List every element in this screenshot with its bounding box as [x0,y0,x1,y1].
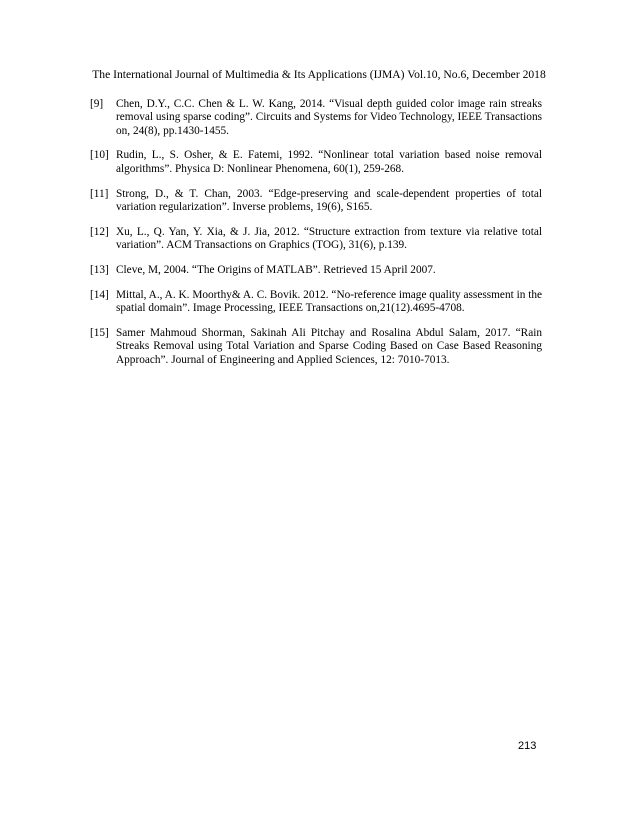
reference-number: [11] [90,187,109,200]
reference-item [90,149,542,176]
reference-text: Chen, D.Y., C.C. Chen & L. W. Kang, 2014. “Visual depth guided color image rain streaks removal using sparse coding”. Circuits and Systems for Video Technology, IEEE Transactions on, 24(8), pp.1430-1455. [116,98,542,137]
reference-item [90,226,542,253]
reference-item [90,327,542,367]
reference-text: Rudin, L., S. Osher, & E. Fatemi, 1992. “Nonlinear total variation based noise removal algorithms”. Physica D: Nonlinear Phenomena, 60(1), 259-268. [116,149,542,175]
running-header: The International Journal of Multimedia & Its Applications (IJMA) Vol.10, No.6, December 2018 [92,68,546,81]
reference-number: [13] [90,264,109,277]
reference-text: Xu, L., Q. Yan, Y. Xia, & J. Jia, 2012. “Structure extraction from texture via relative total variation”. ACM Transactions on Graphics (TOG), 31(6), p.139. [116,225,542,252]
reference-number: [9] [90,98,104,110]
reference-item [90,289,542,316]
reference-text: Strong, D., & T. Chan, 2003. “Edge-preserving and scale-dependent properties of total variation regularization”. Inverse problems, 19(6), S165. [116,187,542,213]
reference-item [90,98,542,138]
reference-text: Samer Mahmoud Shorman, Sakinah Ali Pitchay and Rosalina Abdul Salam, 2017. “Rain Streaks Removal using Total Variation and Sparse Coding Based on Case Based Reasoning Approach”. Journal of Engineering and Applied Sciences, 12: 7010-7013. [116,327,542,366]
reference-item [90,264,542,277]
reference-text: Mittal, A., A. K. Moorthy& A. C. Bovik. 2012. “No-reference image quality assessment in the spatial domain”. Image Processing, IEEE Transactions on,21(12).4695-4708. [116,288,542,315]
reference-number: [14] [90,288,109,301]
reference-text: Cleve, M, 2004. “The Origins of MATLAB”. Retrieved 15 April 2007. [116,264,436,277]
reference-item [90,188,542,215]
reference-list [90,98,542,379]
reference-number: [10] [90,149,109,162]
page-number: 213 [518,740,537,752]
reference-number: [12] [90,225,109,238]
reference-number: [15] [90,327,109,340]
